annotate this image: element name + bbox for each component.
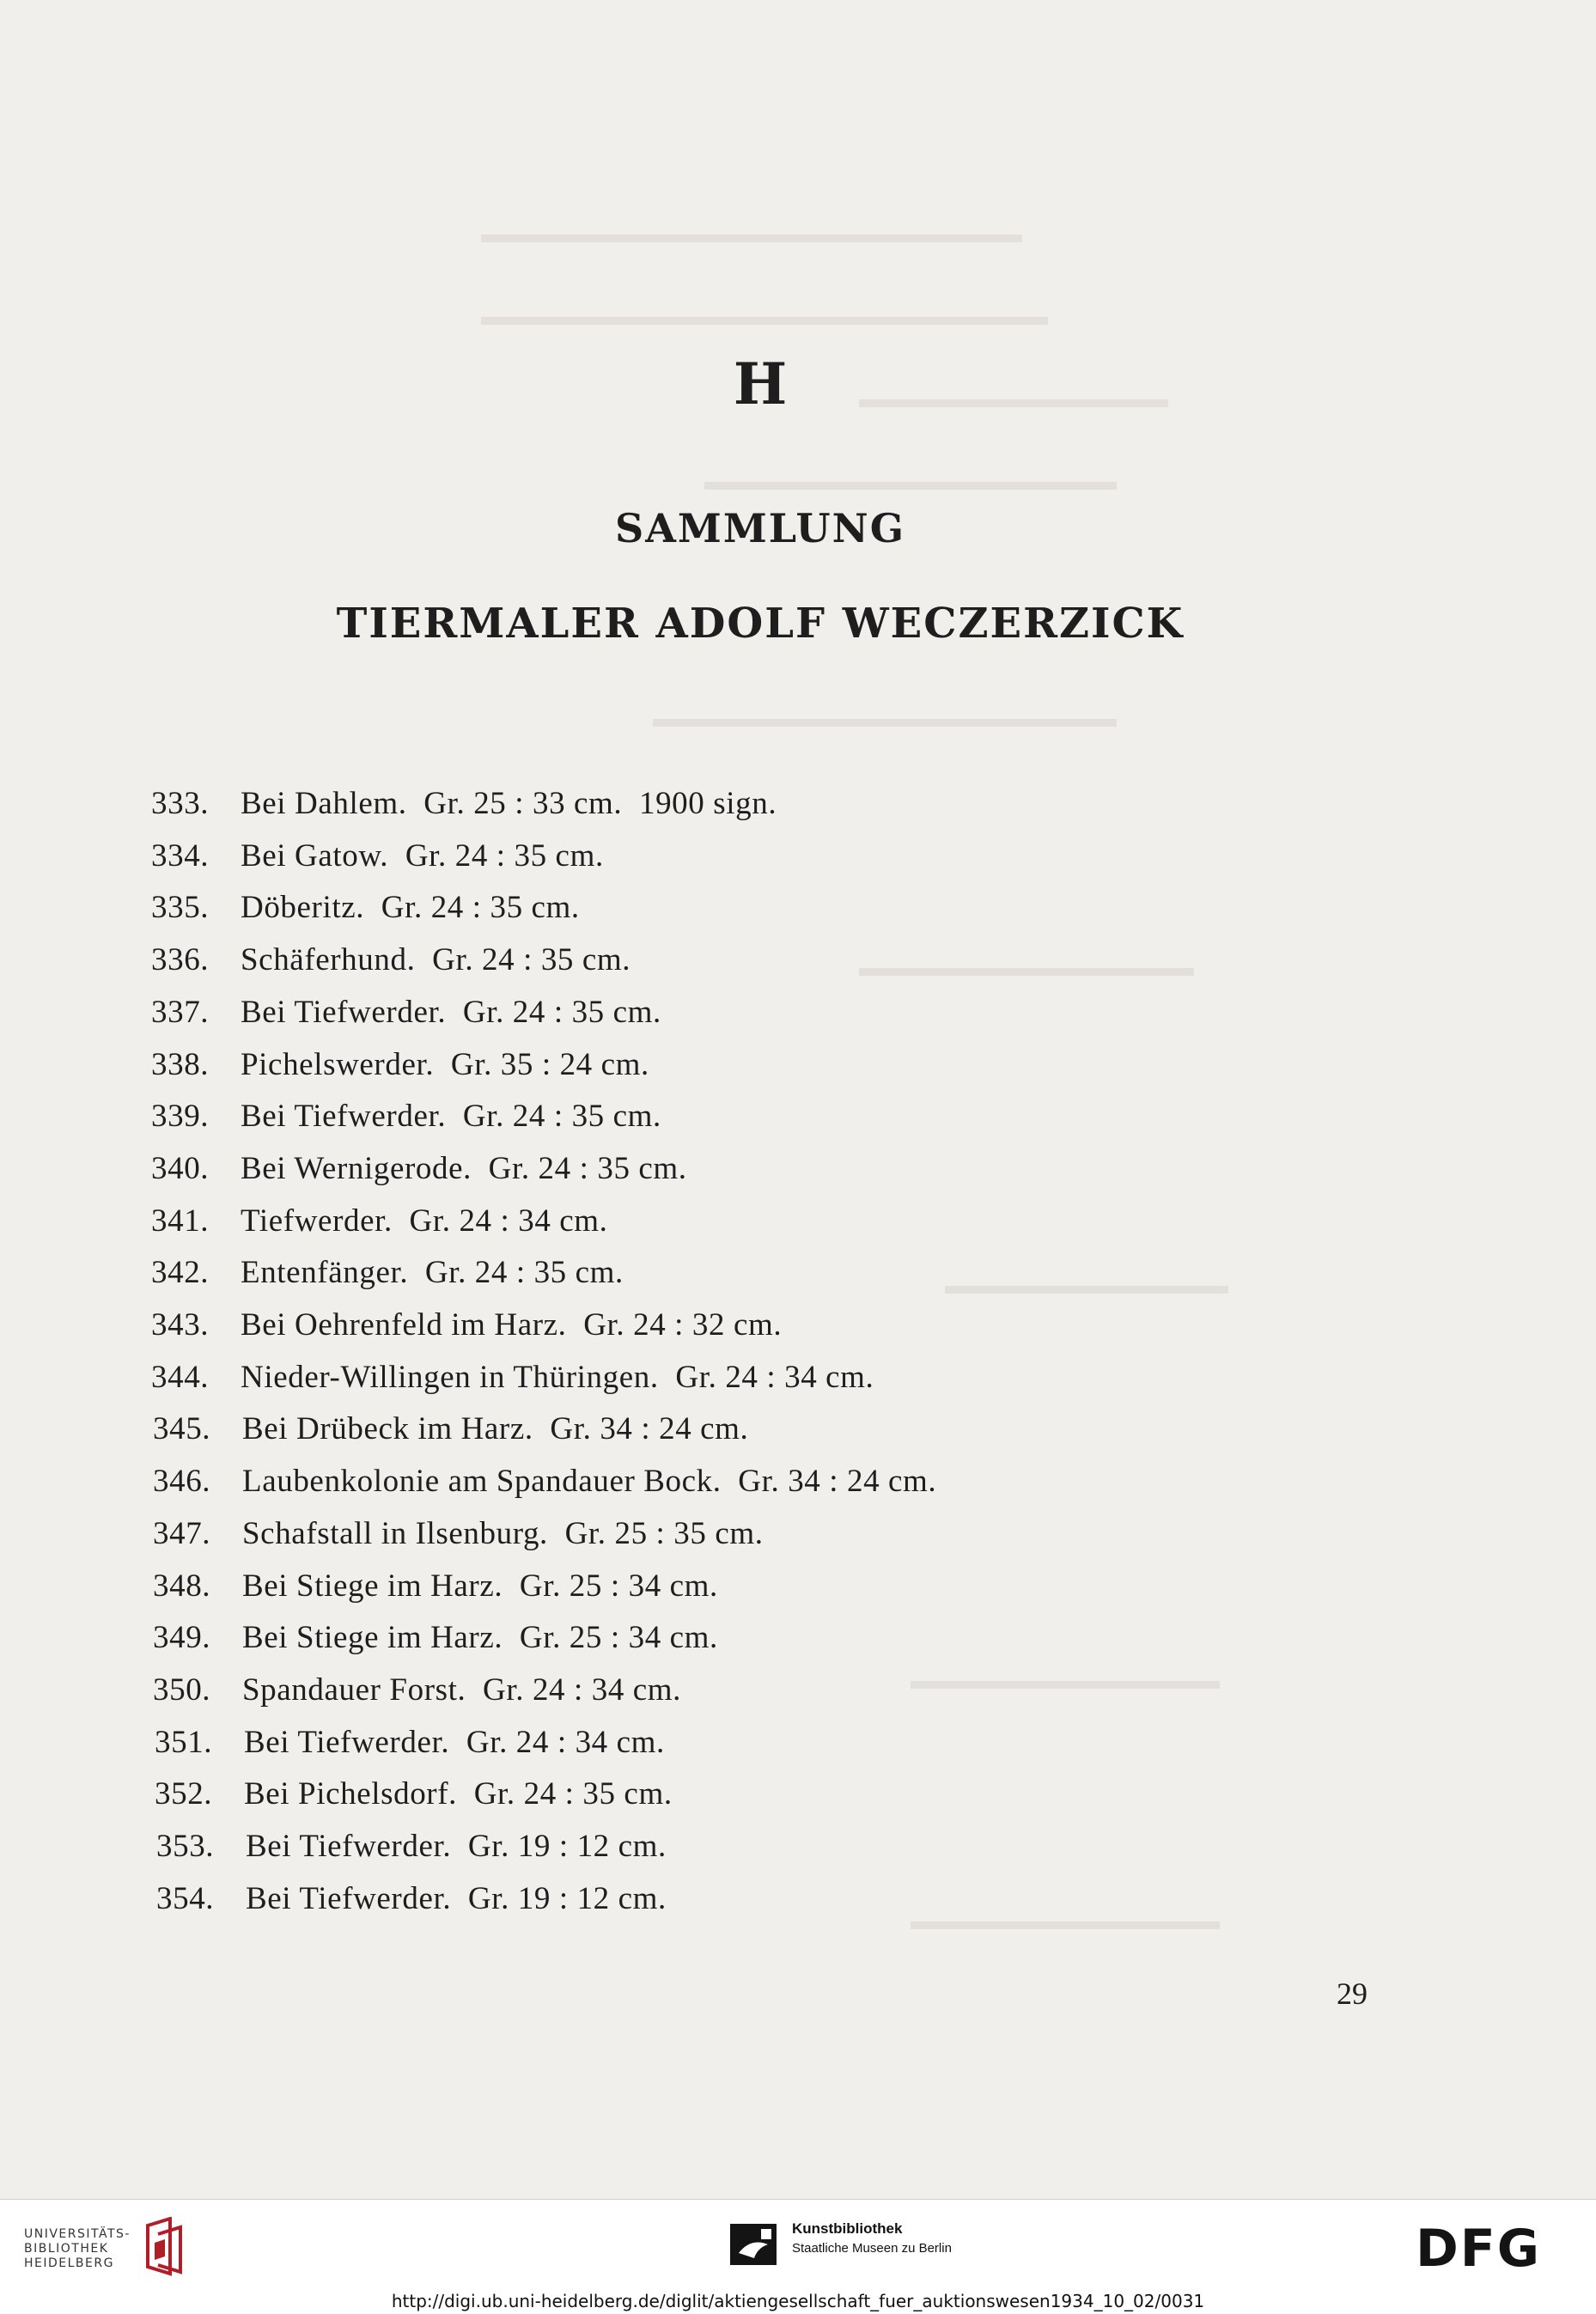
entry-description: Spandauer Forst. Gr. 24 : 34 cm.	[242, 1672, 682, 1708]
entry-number: 342.	[151, 1255, 210, 1290]
catalogue-entry	[155, 1775, 673, 1812]
entry-number: 344.	[151, 1360, 210, 1395]
catalogue-entry	[153, 1463, 936, 1500]
kunstbibliothek-subtitle: Staatliche Museen zu Berlin	[792, 2241, 952, 2256]
entry-number: 351.	[155, 1725, 213, 1760]
catalogue-entry	[153, 1515, 764, 1552]
catalogue-entry	[151, 1359, 874, 1396]
catalogue-entry	[151, 994, 661, 1031]
entry-description: Bei Oehrenfeld im Harz. Gr. 24 : 32 cm.	[241, 1307, 783, 1343]
entry-description: Tiefwerder. Gr. 24 : 34 cm.	[241, 1203, 608, 1239]
entry-number: 337.	[151, 995, 210, 1030]
entry-number: 349.	[153, 1620, 211, 1655]
university-logo-line: HEIDELBERG	[24, 2256, 114, 2270]
entry-number: 348.	[153, 1568, 211, 1604]
digitization-footer	[0, 2199, 1596, 2314]
catalogue-entry	[151, 1150, 687, 1187]
entry-number: 336.	[151, 942, 210, 977]
entry-number: 346.	[153, 1464, 211, 1499]
entry-description: Bei Drübeck im Harz. Gr. 34 : 24 cm.	[242, 1411, 749, 1446]
kunstbibliothek-mark-icon	[728, 2219, 780, 2274]
heidelberg-library-mark-icon	[136, 2217, 191, 2283]
entry-number: 353.	[156, 1829, 215, 1864]
show-through-texture: ▬▬▬▬▬▬▬▬▬▬▬▬	[911, 1666, 1220, 1695]
catalogue-entry	[156, 1880, 667, 1917]
entry-description: Bei Stiege im Harz. Gr. 25 : 34 cm.	[242, 1620, 718, 1655]
catalogue-entry	[153, 1568, 718, 1605]
show-through-texture: ▬▬▬▬▬▬▬▬▬▬▬	[945, 1271, 1228, 1300]
entry-description: Bei Tiefwerder. Gr. 24 : 35 cm.	[241, 995, 661, 1030]
catalogue-entry	[153, 1619, 718, 1656]
entry-description: Schäferhund. Gr. 24 : 35 cm.	[241, 942, 631, 977]
university-logo-line: UNIVERSITÄTS-	[24, 2227, 131, 2241]
dfg-logo: DFG	[1416, 2219, 1542, 2279]
catalogue-entry	[151, 1306, 782, 1343]
show-through-texture: ▬▬▬▬▬▬▬▬▬▬▬▬	[911, 1907, 1220, 1935]
entry-number: 339.	[151, 1099, 210, 1134]
catalogue-entry	[151, 889, 580, 926]
entry-description: Laubenkolonie am Spandauer Bock. Gr. 34 : 24 cm.	[242, 1464, 937, 1499]
entry-number: 343.	[151, 1307, 210, 1343]
entry-number: 341.	[151, 1203, 210, 1239]
entry-description: Pichelswerder. Gr. 35 : 24 cm.	[241, 1047, 649, 1082]
catalogue-entry	[153, 1410, 748, 1447]
entry-number: 352.	[155, 1776, 213, 1812]
catalogue-entry	[151, 941, 630, 978]
entry-description: Bei Tiefwerder. Gr. 24 : 35 cm.	[241, 1099, 661, 1134]
catalogue-entry	[151, 1098, 661, 1135]
entry-description: Bei Tiefwerder. Gr. 24 : 34 cm.	[244, 1725, 665, 1760]
entry-number: 354.	[156, 1881, 215, 1916]
entry-number: 345.	[153, 1411, 211, 1446]
entry-description: Bei Wernigerode. Gr. 24 : 35 cm.	[241, 1151, 687, 1186]
entry-description: Bei Tiefwerder. Gr. 19 : 12 cm.	[246, 1829, 667, 1864]
catalogue-entry	[151, 1254, 624, 1291]
entry-description: Bei Tiefwerder. Gr. 19 : 12 cm.	[246, 1881, 667, 1916]
catalogue-entry	[151, 785, 777, 822]
entry-number: 335.	[151, 890, 210, 925]
catalogue-entry	[151, 1203, 608, 1239]
catalogue-entry	[151, 1046, 649, 1083]
show-through-texture: ▬▬▬▬▬▬▬▬▬▬▬▬▬▬▬▬▬▬▬▬▬	[481, 220, 1022, 248]
entry-number: 350.	[153, 1672, 211, 1708]
show-through-texture: ▬▬▬▬▬▬▬▬▬▬▬▬▬▬▬▬▬▬▬▬▬▬	[481, 302, 1048, 331]
entry-number: 333.	[151, 786, 210, 821]
catalogue-entry	[151, 837, 604, 874]
entry-description: Bei Pichelsdorf. Gr. 24 : 35 cm.	[244, 1776, 673, 1812]
entry-description: Schafstall in Ilsenburg. Gr. 25 : 35 cm.	[242, 1516, 764, 1551]
kunstbibliothek-title: Kunstbibliothek	[792, 2220, 903, 2237]
collection-title-line-2: TIERMALER ADOLF WECZERZICK	[336, 600, 1185, 648]
entry-number: 340.	[151, 1151, 210, 1186]
page-number: 29	[1337, 1976, 1368, 2011]
entry-description: Döberitz. Gr. 24 : 35 cm.	[241, 890, 580, 925]
source-url-link[interactable]: http://digi.ub.uni-heidelberg.de/diglit/aktiengesellschaft_fuer_auktionswesen1934_10_02/0031	[391, 2291, 1205, 2311]
university-logo-line: BIBLIOTHEK	[24, 2242, 109, 2256]
catalogue-entry	[156, 1828, 667, 1865]
show-through-texture: ▬▬▬▬▬▬▬▬▬▬▬▬▬▬▬▬▬▬	[653, 704, 1117, 733]
collection-title-line-1: SAMMLUNG	[614, 505, 906, 551]
entry-description: Bei Stiege im Harz. Gr. 25 : 34 cm.	[242, 1568, 718, 1604]
show-through-texture: ▬▬▬▬▬▬▬▬▬▬▬▬▬▬▬▬	[704, 467, 1117, 496]
section-letter: H	[733, 350, 788, 417]
catalogue-entry	[155, 1724, 665, 1761]
kunstbibliothek-logo-text	[792, 2220, 952, 2256]
catalogue-entry	[153, 1672, 681, 1708]
entry-number: 347.	[153, 1516, 211, 1551]
show-through-texture: ▬▬▬▬▬▬▬▬▬▬▬▬	[859, 385, 1168, 413]
university-library-logo-text	[24, 2227, 131, 2271]
entry-description: Bei Gatow. Gr. 24 : 35 cm.	[241, 838, 604, 874]
entry-description: Entenfänger. Gr. 24 : 35 cm.	[241, 1255, 624, 1290]
entry-number: 338.	[151, 1047, 210, 1082]
entry-description: Bei Dahlem. Gr. 25 : 33 cm. 1900 sign.	[241, 786, 777, 821]
entry-description: Nieder-Willingen in Thüringen. Gr. 24 : 34 cm.	[241, 1360, 874, 1395]
show-through-texture: ▬▬▬▬▬▬▬▬▬▬▬▬▬	[859, 953, 1194, 982]
entry-number: 334.	[151, 838, 210, 874]
